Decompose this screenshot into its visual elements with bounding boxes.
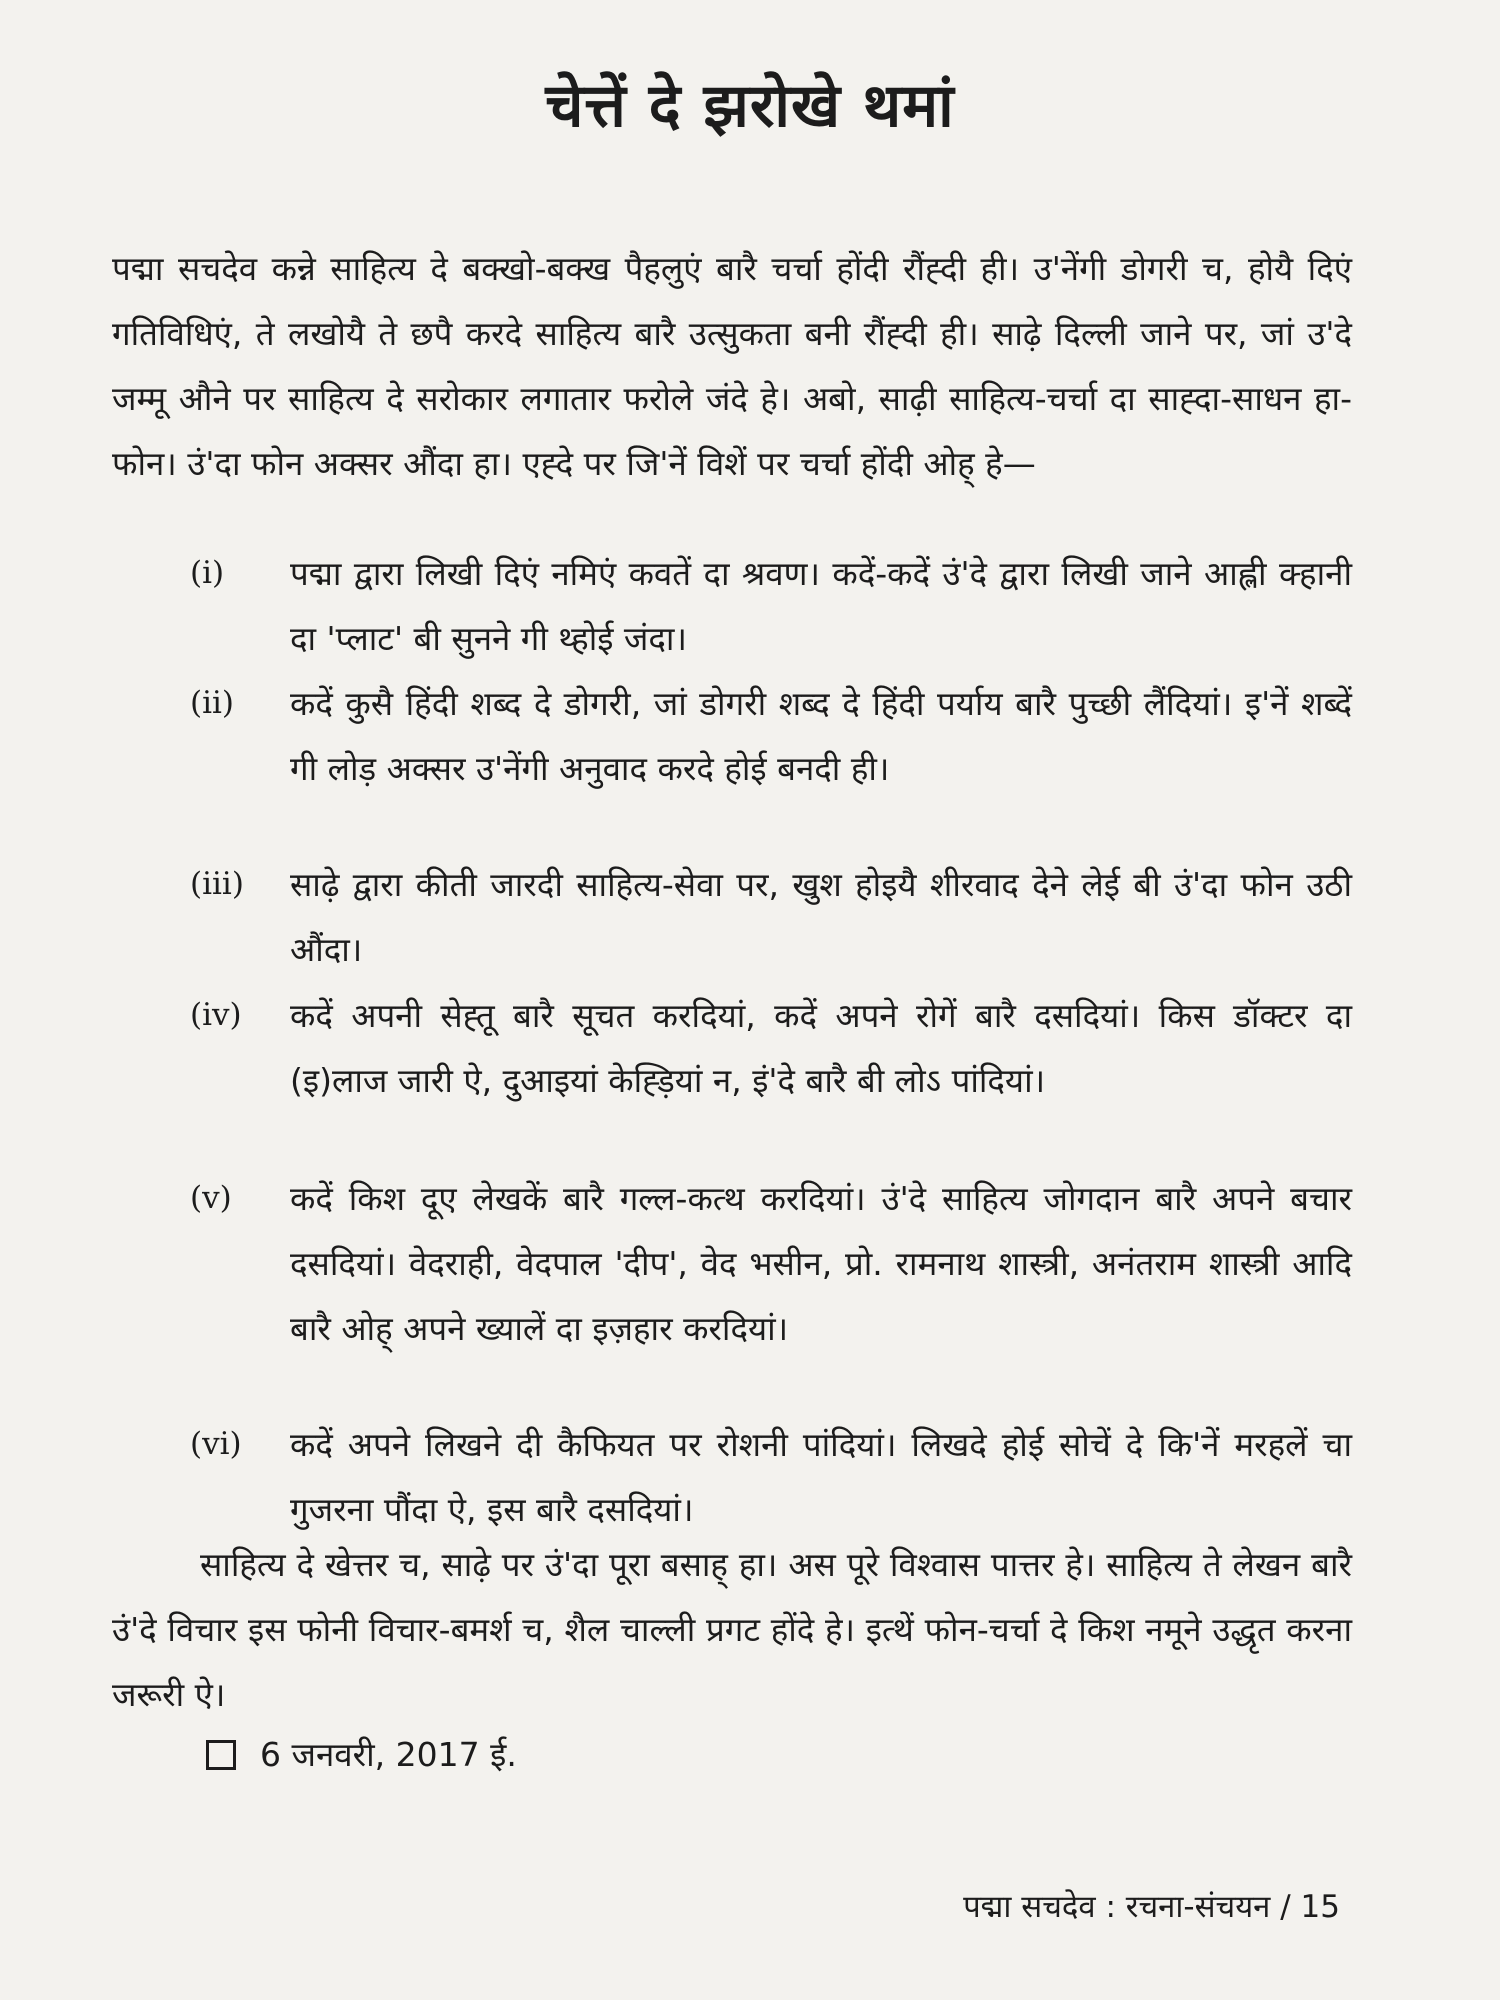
list-item-text: कदें कुसै हिंदी शब्द दे डोगरी, जां डोगरी शब्द दे हिंदी पर्याय बारै पुच्छी लैंदियां। इ'नें शब्दें गी लोड़ अक्सर उ'नेंगी अनुवाद करदे होई बनदी ही। [290, 684, 1352, 788]
list-item-number: (v) [190, 1180, 232, 1216]
date-entry [206, 1722, 517, 1787]
list-item-text: पद्मा द्वारा लिखी दिएं नमिएं कवतें दा श्रवण। कदें-कदें उं'दे द्वारा लिखी जाने आह्ली क्हानी दा 'प्लाट' बी सुनने गी थ्होई जंदा। [290, 554, 1352, 658]
date-text: 6 जनवरी, 2017 ई. [260, 1735, 517, 1774]
list-item-number: (iii) [190, 866, 244, 902]
list-item-text: साढ़े द्वारा कीती जारदी साहित्य-सेवा पर, खुश होइयै शीरवाद देने लेई बी उं'दा फोन उठी औंदा। [290, 865, 1352, 969]
closing-paragraph: साहित्य दे खेत्तर च, साढ़े पर उं'दा पूरा बसाह् हा। अस पूरे विश्वास पात्तर हे। साहित्य ते लेखन बारै उं'दे विचार इस फोनी विचार-बमर्श च, शैल चाल्ली प्रगट होंदे हे। इत्थें फोन-चर्चा दे किश नमूने उद्धृत करना जरूरी ऐ। [112, 1545, 1352, 1714]
list-item-number: (i) [190, 555, 225, 591]
page-title: चेत्तें दे झरोखे थमां [545, 71, 955, 141]
intro-paragraph: पद्मा सचदेव कन्ने साहित्य दे बक्खो-बक्ख पैहलुएं बारै चर्चा होंदी रौंह्दी ही। उ'नेंगी डोगरी च, होयै दिएं गतिविधिएं, ते लखोयै ते छपै करदे साहित्य बारै उत्सुकता बनी रौंह्दी ही। साढ़े दिल्ली जाने पर, जां उ'दे जम्मू औने पर साहित्य दे सरोकार लगातार फरोले जंदे हे। अबो, साढ़ी साहित्य-चर्चा दा साह्दा-साधन हा-फोन। उं'दा फोन अक्सर औंदा हा। एह्दे पर जि'नें विशें पर चर्चा होंदी ओह् हे— [112, 249, 1352, 483]
page-footer: पद्मा सचदेव : रचना-संचयन / 15 [963, 1889, 1340, 1925]
list-item-number: (vi) [190, 1426, 242, 1462]
list-item-number: (iv) [190, 997, 242, 1033]
list-item-text: कदें अपने लिखने दी कैफियत पर रोशनी पांदियां। लिखदे होई सोचें दे कि'नें मरहलें चा गुजरना पौंदा ऐ, इस बारै दसदियां। [290, 1425, 1352, 1529]
list-item-text: कदें अपनी सेह्तू बारै सूचत करदियां, कदें अपने रोगें बारै दसदियां। किस डॉक्टर दा (इ)लाज जारी ऐ, दुआइयां केह्ड़ियां न, इं'दे बारै बी लोऽ पांदियां। [290, 996, 1352, 1100]
list-item-number: (ii) [190, 685, 235, 721]
checkbox-icon [206, 1740, 236, 1770]
list-item-text: कदें किश दूए लेखकें बारै गल्ल-कत्थ करदियां। उं'दे साहित्य जोगदान बारै अपने बचार दसदियां। वेदराही, वेदपाल 'दीप', वेद भसीन, प्रो. रामनाथ शास्त्री, अनंतराम शास्त्री आदि बारै ओह् अपने ख्यालें दा इज़हार करदियां। [290, 1179, 1352, 1348]
